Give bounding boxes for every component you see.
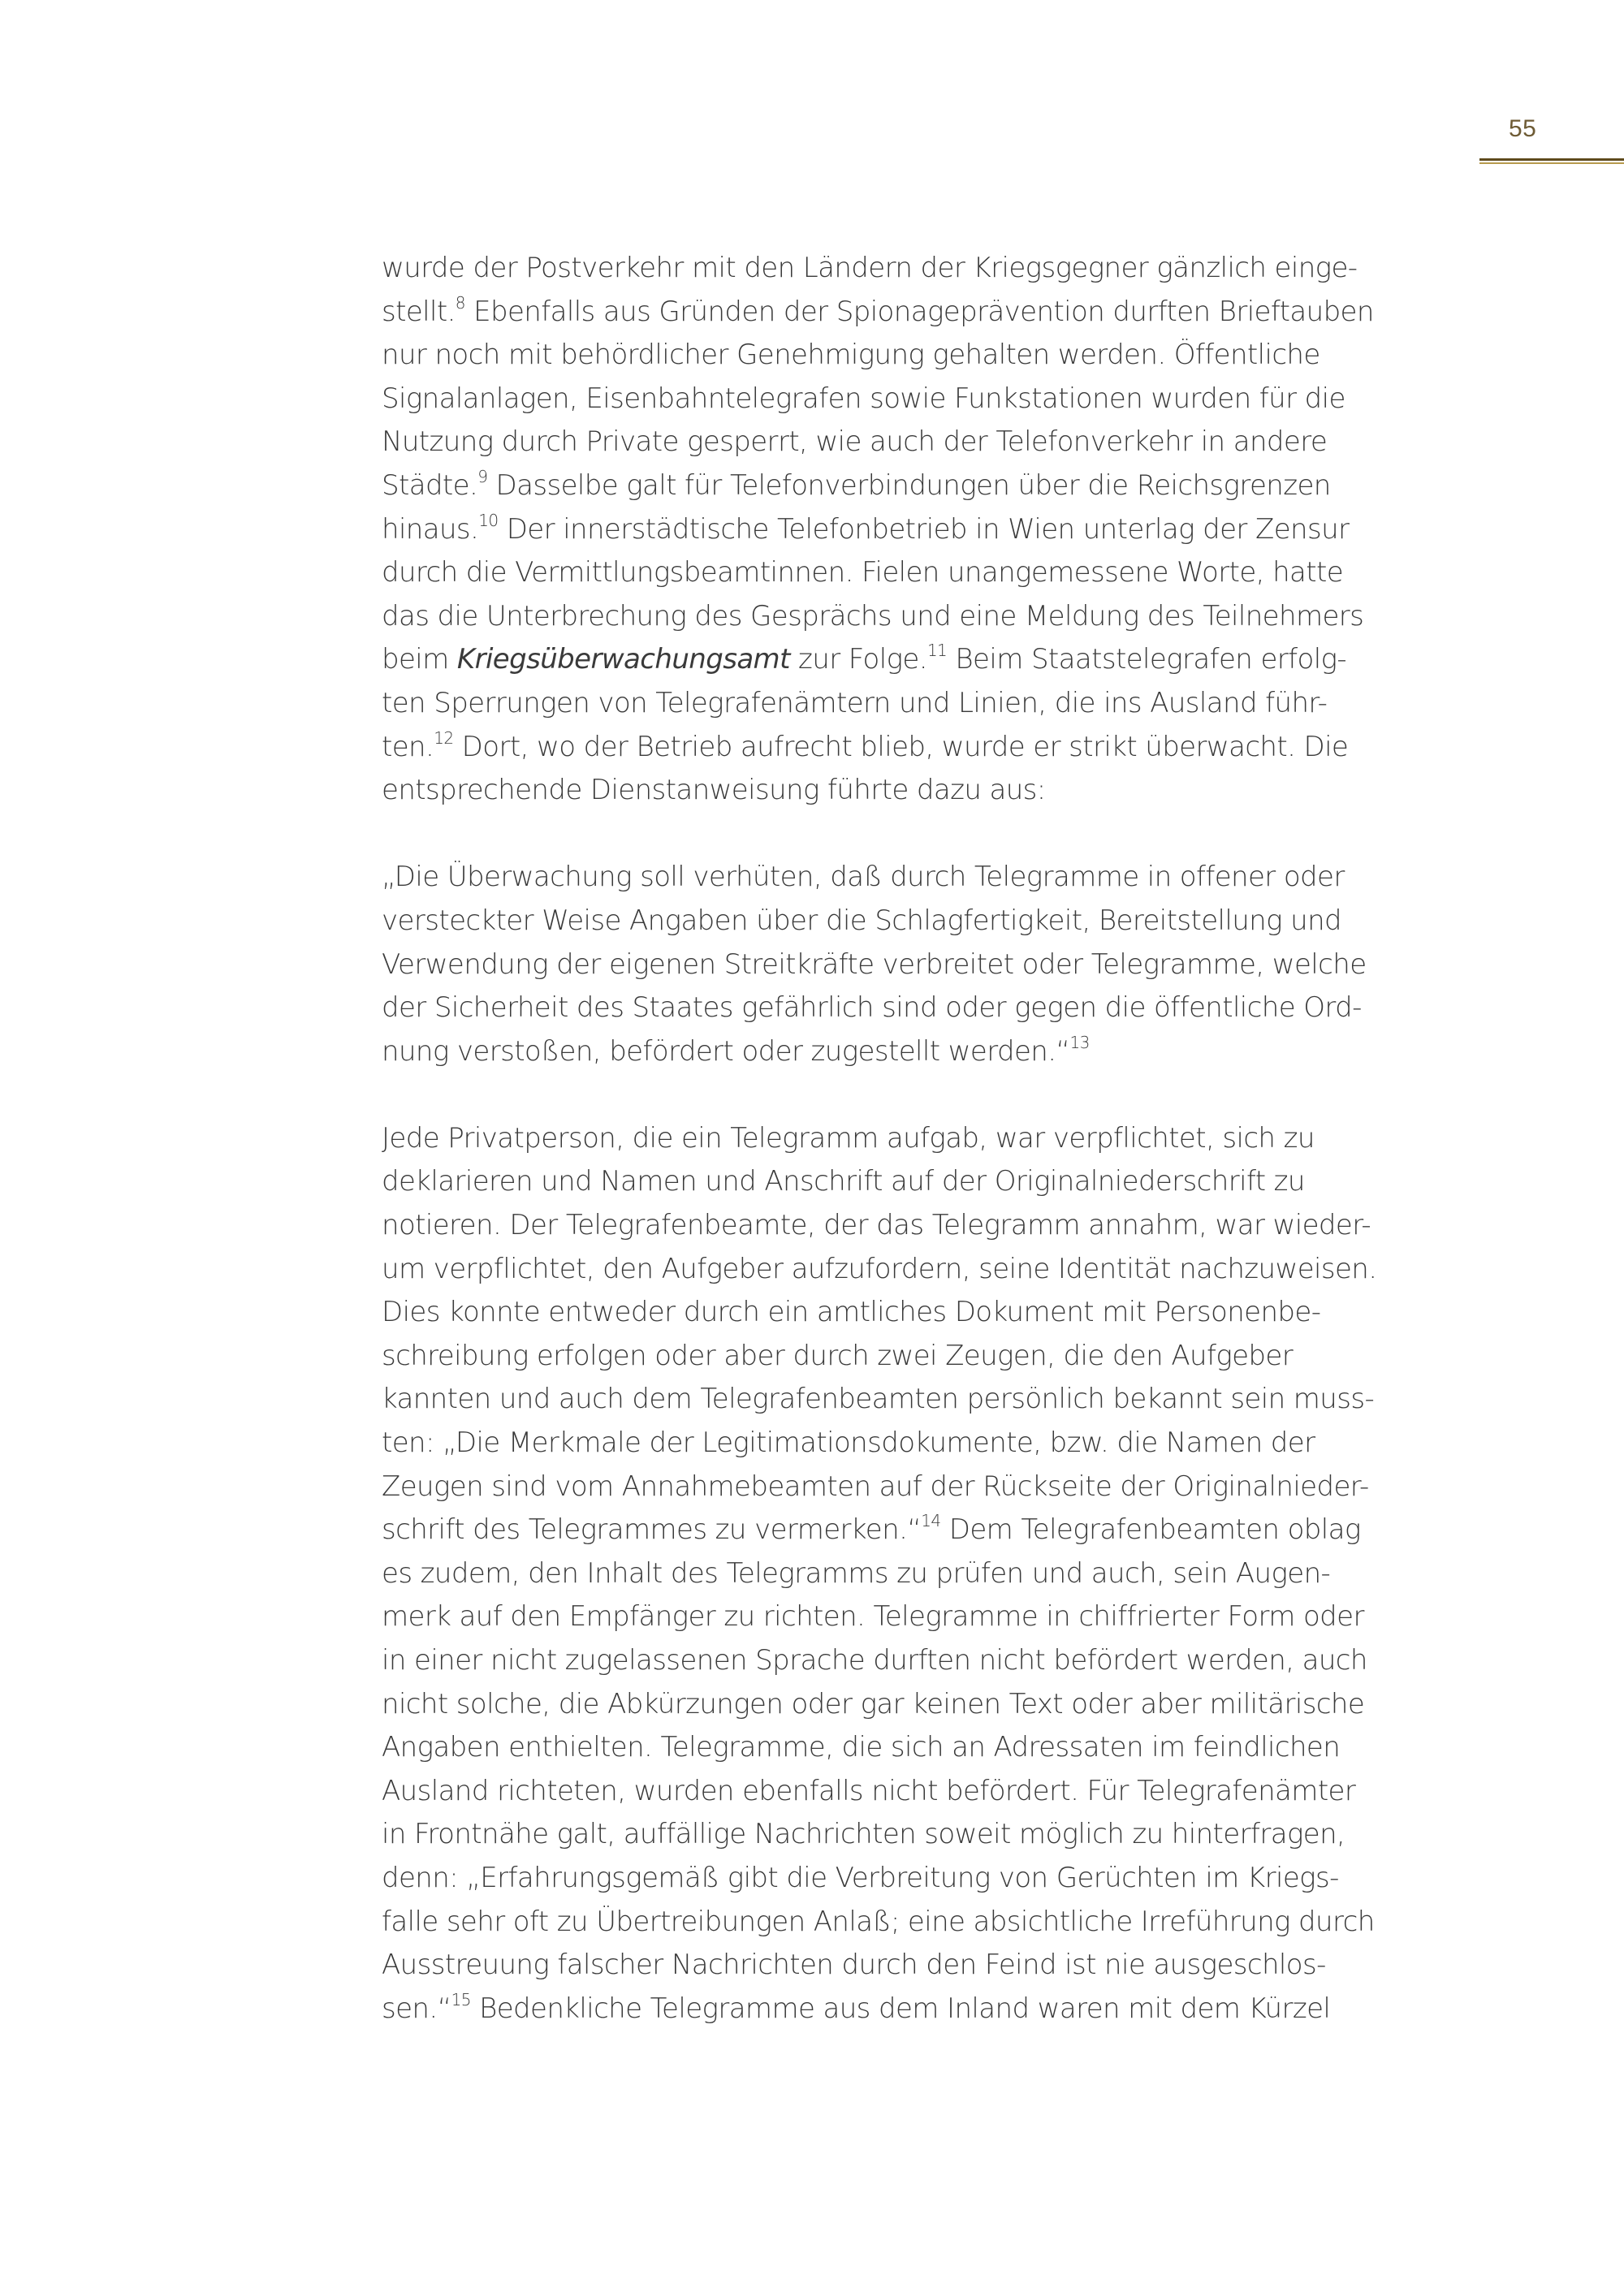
- text-line: [382, 638, 1453, 682]
- text-line: Nutzung durch Private gesperrt, wie auch der Telefonverkehr in andere: [382, 425, 1328, 459]
- text-line: „Die Überwachung soll verhüten, daß durch Telegramme in offener oder: [382, 861, 1345, 894]
- paragraph-1: [382, 247, 1453, 813]
- text-line: Verwendung der eigenen Streitkräfte verbreitet oder Telegramme, welche: [382, 947, 1367, 981]
- text-line: [382, 1509, 1453, 1552]
- text-span: Dem Telegrafenbeamten oblag: [940, 1513, 1361, 1547]
- text-span: Dort, wo der Betrieb aufrecht blieb, wurde er strikt überwacht. Die: [453, 730, 1349, 763]
- text-span: schrift des Telegrammes zu vermerken.“: [382, 1513, 922, 1547]
- block-quote: [382, 856, 1453, 1073]
- text-span: beim: [382, 643, 457, 676]
- text-span: Ebenfalls aus Gründen der Spionageprävention durften Brieftauben: [464, 295, 1374, 328]
- text-line: wurde der Postverkehr mit den Ländern der Kriegsgegner gänzlich einge-: [382, 252, 1358, 284]
- header-rule: [1479, 158, 1624, 164]
- text-line: denn: „Erfahrungsgemäß gibt die Verbreitung von Gerüchten im Kriegs-: [382, 1861, 1339, 1894]
- text-span: ten.: [382, 730, 434, 763]
- text-line: Jede Privatperson, die ein Telegramm aufgab, war verpflichtet, sich zu: [382, 1121, 1315, 1155]
- text-span: Beim Staatstelegrafen erfolg-: [947, 643, 1347, 676]
- text-line: deklarieren und Namen und Anschrift auf der Originalniederschrift zu: [382, 1165, 1305, 1198]
- text-line: falle sehr oft zu Übertreibungen Anlaß; eine absichtliche Irreführung durch: [382, 1905, 1375, 1938]
- italic-term: Kriegsüberwachungsamt: [456, 643, 790, 676]
- text-line: in einer nicht zugelassenen Sprache durften nicht befördert werden, auch: [382, 1644, 1367, 1677]
- text-line: durch die Vermittlungsbeamtinnen. Fielen unangemessene Worte, hatte: [382, 556, 1344, 589]
- text-line: Angaben enthielten. Telegramme, die sich an Adressaten im feindlichen: [382, 1731, 1341, 1764]
- text-line: der Sicherheit des Staates gefährlich sind oder gegen die öffentliche Ord-: [382, 991, 1362, 1025]
- footnote-ref-10: 10: [478, 510, 499, 530]
- text-line: merk auf den Empfänger zu richten. Telegramme in chiffrierter Form oder: [382, 1600, 1364, 1634]
- footnote-ref-9: 9: [477, 466, 488, 486]
- text-line: in Frontnähe galt, auffällige Nachrichten soweit möglich zu hinterfragen,: [382, 1818, 1345, 1851]
- text-span: hinaus.: [382, 512, 479, 546]
- text-line: Dies konnte entweder durch ein amtliches Dokument mit Personenbe-: [382, 1296, 1321, 1329]
- text-line: ten: „Die Merkmale der Legitimationsdokumente, bzw. die Namen der: [382, 1427, 1315, 1460]
- text-line: [382, 726, 1453, 770]
- text-line: nur noch mit behördlicher Genehmigung gehalten werden. Öffentliche: [382, 339, 1320, 372]
- footnote-ref-8: 8: [455, 292, 465, 313]
- body-text: [382, 247, 1453, 2031]
- text-line: [382, 291, 1453, 335]
- footnote-ref-11: 11: [926, 641, 948, 661]
- text-span: Dasselbe galt für Telefonverbindungen über die Reichsgrenzen: [487, 468, 1331, 502]
- text-span: nung verstoßen, befördert oder zugestellt werden.“: [382, 1034, 1070, 1068]
- text-line: versteckter Weise Angaben über die Schlagfertigkeit, Bereitstellung und: [382, 904, 1342, 937]
- text-line: das die Unterbrechung des Gesprächs und eine Meldung des Teilnehmers: [382, 599, 1364, 632]
- text-line: kannten und auch dem Telegrafenbeamten persönlich bekannt sein muss-: [382, 1383, 1375, 1416]
- paragraph-2: [382, 1117, 1453, 2031]
- footnote-ref-13: 13: [1069, 1032, 1090, 1052]
- text-line: um verpflichtet, den Aufgeber aufzufordern, seine Identität nachzuweisen.: [382, 1252, 1377, 1285]
- footnote-ref-15: 15: [451, 1989, 471, 2009]
- text-line: [382, 508, 1453, 552]
- text-span: Städte.: [382, 468, 478, 502]
- paragraph-gap: [382, 813, 1453, 857]
- text-line: nicht solche, die Abkürzungen oder gar keinen Text oder aber militärische: [382, 1687, 1365, 1720]
- text-line: es zudem, den Inhalt des Telegramms zu prüfen und auch, sein Augen-: [382, 1556, 1331, 1590]
- text-line: Signalanlagen, Eisenbahntelegrafen sowie Funkstationen wurden für die: [382, 382, 1345, 415]
- text-span: zur Folge.: [789, 643, 927, 676]
- footnote-ref-12: 12: [434, 727, 454, 748]
- text-line: [382, 1988, 1453, 2031]
- text-span: stellt.: [382, 295, 456, 328]
- text-line: [382, 464, 1453, 508]
- text-span: Der innerstädtische Telefonbetrieb in Wien unterlag der Zensur: [498, 512, 1350, 546]
- paragraph-gap: [382, 1073, 1453, 1117]
- text-line: [382, 1030, 1453, 1074]
- text-span: Bedenkliche Telegramme aus dem Inland waren mit dem Kürzel: [470, 1992, 1331, 2025]
- text-line: Ausland richteten, wurden ebenfalls nicht befördert. Für Telegrafenämter: [382, 1774, 1356, 1807]
- text-span: sen.“: [382, 1992, 451, 2025]
- text-line: entsprechende Dienstanweisung führte dazu aus:: [382, 774, 1046, 807]
- page-number: 55: [1509, 115, 1537, 142]
- text-line: Zeugen sind vom Annahmebeamten auf der Rückseite der Originalnieder-: [382, 1470, 1369, 1503]
- footnote-ref-14: 14: [921, 1511, 941, 1531]
- text-line: ten Sperrungen von Telegrafenämtern und Linien, die ins Ausland führ-: [382, 686, 1328, 719]
- text-line: notieren. Der Telegrafenbeamte, der das Telegramm annahm, war wieder-: [382, 1209, 1371, 1242]
- text-line: schreibung erfolgen oder aber durch zwei Zeugen, die den Aufgeber: [382, 1339, 1294, 1372]
- text-line: Ausstreuung falscher Nachrichten durch den Feind ist nie ausgeschlos-: [382, 1949, 1326, 1982]
